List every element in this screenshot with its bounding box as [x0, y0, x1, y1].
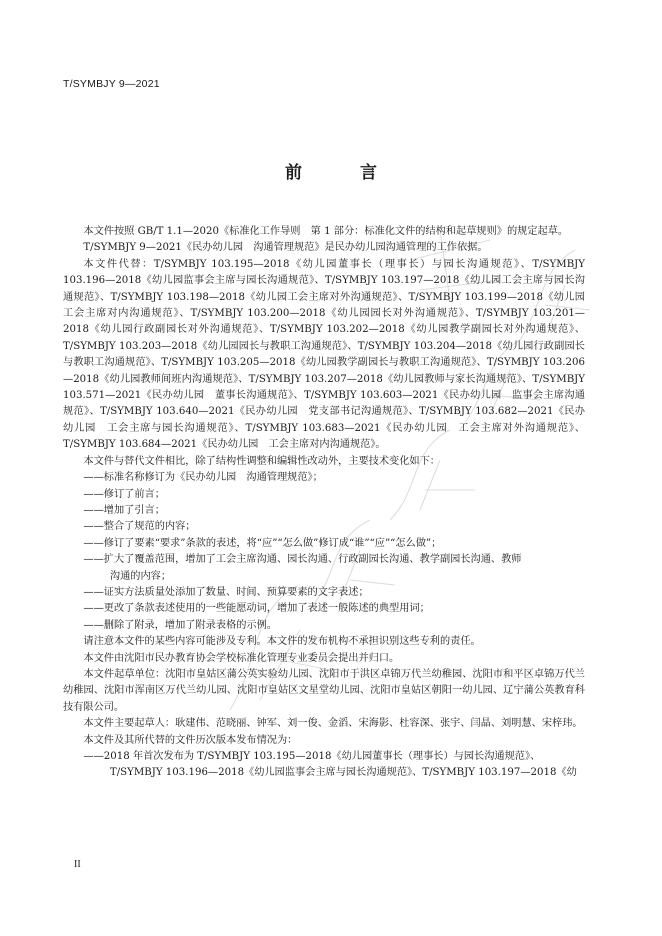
- history-item: [63, 749, 585, 782]
- change-item: ——增加了引言；: [83, 504, 165, 516]
- paragraph-proposer: 本文件由沈阳市民办教育协会学校标准化管理专业委员会提出并归口。: [83, 652, 400, 664]
- change-item-expand-line1: ——扩大了覆盖范围，增加了工会主席沟通、园长沟通、行政副园长沟通、教学副园长沟通、教师: [83, 554, 522, 566]
- paragraph-replaces: 本文件代替：T/SYMBJY 103.195—2018《幼儿园董事长（理事长）与园长沟通规范》、T/SYMBJY 103.196—2018《幼儿园监事会主席与园长沟通规范》、T/SYMBJY 103.197—2018《幼儿园工会主席与园长沟通规范》、T/SYMBJY 103.198—2018《幼儿园工会主席对外沟通规范》、T/SYMBJY 103.199—2018《幼儿园工会主席对内沟通规范》、T/SYMBJY 103.200—2018《幼儿园园长对外沟通规范》、T/SYMBJY 103.201—2018《幼儿园行政副园长对外沟通规范》、T/SYMBJY 103.202—2018《幼儿园教学副园长对外沟通规范》、T/SYMBJY 103.203—2018《幼儿园园长与教职工沟通规范》、T/SYMBJY 103.204—2018《幼儿园行政副园长与教职工沟通规范》、T/SYMBJY 103.205—2018《幼儿园教学副园长与教职工沟通规范》、T/SYMBJY 103.206—2018《幼儿园教师间班内沟通规范》、T/SYMBJY 103.207—2018《幼儿园教师与家长沟通规范》、T/SYMBJY 103.571—2021《民办幼儿园 董事长沟通规范》、T/SYMBJY 103.603—2021《民办幼儿园 监事会主席沟通规范》、T/SYMBJY 103.640—2021《民办幼儿园 党支部书记沟通规范》、T/SYMBJY 103.682—2021《民办幼儿园 工会主席与园长沟通规范》、T/SYMBJY 103.683—2021《民办幼儿园 工会主席对外沟通规范》、T/SYMBJY 103.684—2021《民办幼儿园 工会主席对内沟通规范》。: [63, 258, 585, 451]
- paragraph-scope: T/SYMBJY 9—2021《民办幼儿园 沟通管理规范》是民办幼儿园沟通管理的工作依据。: [83, 242, 488, 254]
- foreword-body: [63, 224, 585, 782]
- page-number: II: [74, 859, 81, 870]
- history-item-line1: ——2018 年首次发布为 T/SYMBJY 103.195—2018《幼儿园董事长（理事长）与园长沟通规范》、: [83, 751, 541, 762]
- change-item: ——整合了规范的内容；: [83, 521, 196, 533]
- change-item: ——修订了前言；: [83, 488, 165, 500]
- change-item: ——更改了条款表述使用的一些能愿动词，增加了表述一般陈述的典型用词；: [83, 603, 430, 615]
- paragraph-changes-intro: 本文件与替代文件相比，除了结构性调整和编辑性改动外，主要技术变化如下：: [83, 455, 440, 467]
- paragraph-patent-notice: 请注意本文件的某些内容可能涉及专利。本文件的发布机构不承担识别这些专利的责任。: [83, 636, 481, 648]
- change-item-expand-line2: 沟通的内容；: [109, 570, 172, 582]
- paragraph-drafters: 本文件主要起草人：耿建伟、范晓丽、钟军、刘一俊、金滔、宋海影、杜容深、张宇、闫晶、刘明慧、宋梓玮。: [83, 718, 583, 730]
- paragraph-history-intro: 本文件及其所代替的文件历次版本发布情况为：: [83, 734, 298, 746]
- change-item: ——标准名称修订为《民办幼儿园 沟通管理规范》；: [83, 472, 323, 484]
- history-item-line2: T/SYMBJY 103.196—2018《幼儿园监事会主席与园长沟通规范》、T/SYMBJY 103.197—2018《幼: [109, 767, 577, 779]
- paragraph-drafting-units: 本文件起草单位：沈阳市皇姑区蒲公英实验幼儿园、沈阳市于洪区卓锦万代兰幼稚园、沈阳市和平区卓锦万代兰幼稚园、沈阳市浑南区万代兰幼儿园、沈阳市皇姑区文星堂幼儿园、沈阳市皇姑区朝阳一幼儿园、辽宁蒲公英教育科技有限公司。: [63, 668, 585, 713]
- document-code: T/SYMBJY 9—2021: [63, 78, 160, 90]
- change-item-expand: [63, 552, 585, 585]
- paragraph-drafting-basis: 本文件按照 GB/T 1.1—2020《标准化工作导则 第 1 部分：标准化文件的结构和起草规则》的规定起草。: [83, 226, 569, 237]
- page-title: 前 言: [285, 163, 403, 183]
- change-item: ——证实方法质量处添加了数量、时间、预算要素的文字表述；: [83, 586, 369, 598]
- change-item: ——修订了要素“要求”条款的表述，将“应”“怎么做”修订成“谁”“应”“怎么做”；: [83, 537, 442, 549]
- change-item: ——删除了附录，增加了附录表格的示例。: [83, 619, 277, 631]
